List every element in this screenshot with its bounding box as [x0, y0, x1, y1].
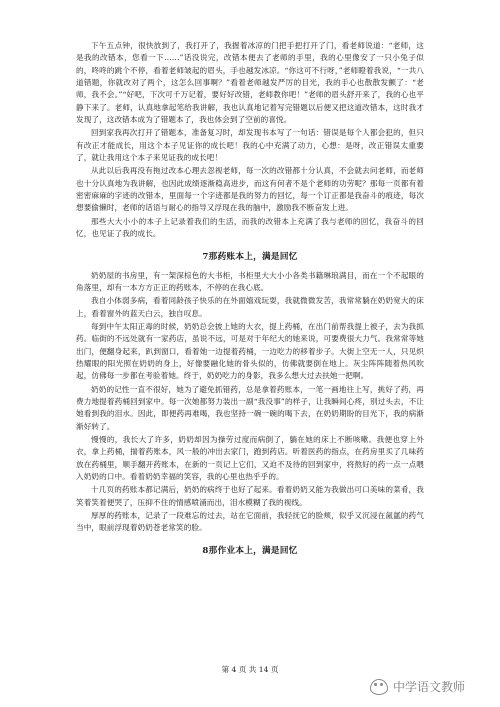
paragraph: 奶奶的记性一直不很好，她为了避免抓错药，总是拿着药账本，一笔一画地往上写，挑好了药，再费力地提着药桶回到家中。每一次她都努力装出一副“我没事”的样子，让我瞬间心疼，别过头去，不让她看到我的泪水。因此，即便药再难喝，我也坚持一碗一碗的喝下去，在奶奶期盼的目光下，我的病渐渐好转了。: [76, 384, 424, 431]
wechat-icon: [370, 679, 388, 695]
section-heading: 8那作业本上，满是回忆: [202, 545, 298, 556]
section-heading: 7那药账本上，满是回忆: [202, 251, 298, 262]
paragraph: 十几页的药账本都记满后，奶奶的病终于也好了起来。看着奶奶又能为我做出可口美味的菜肴，我笑着笑着便哭了，压抑不住的情感喷涌而出，泪水模糊了我的视线。: [76, 485, 424, 507]
paragraph: 回到家我再次打开了错题本，准备复习时，却发现书本写了一句话：错误是每个人都会犯的，但只有改正才能成长，用这个本子见证你的成长吧！我的心中充满了动力，心想：是呀，改正错误太重要了，就让我用这个本子来见证我的成长吧！: [76, 128, 424, 163]
document-body: [76, 40, 424, 564]
paragraph: 奶奶屋的书房里，有一架深棕色的大书柜，书柜里大大小小各类书籍琳琅满目，而在一个不起眼的角落里，却有一本方方正正的药账本，不停的在我心底。: [76, 270, 424, 292]
paragraph: 厚厚的药账本，记录了一段难忘的过去，站在它面前，我轻抚它的脸颊，似乎又沉浸在氤氲的药气当中，眼前浮现着奶奶苍老常笑的脸。: [76, 511, 424, 533]
paragraph: 每到中午太阳正毒的时候，奶奶总会披上她的大衣，提上药桶，在出门前帮我提上被子，去为我抓药。临街的不远处就有一家药店，虽说不远，可是对于年纪大的她来说，可要费很大力气。我常常等她出门，便翻身起来，趴到窗口，看着她一边提着药桶，一边吃力的移着步子。大街上空无一人，只见炽热耀眼的阳光照在奶奶的身上，好像要融化她的骨头似的，仿佛就要倒在地上。灰尘阵阵随着热风吹起，仿佛每一步都在考验着她。终于，奶奶吃力的身影，我多么想大过去扶她一把啊。: [76, 321, 424, 381]
paragraph: 那些大大小小的本子上记录着我们的生活，而我的改错本上充满了我与老师的回忆，我奋斗的回忆，也见证了我的成长。: [76, 216, 424, 239]
paragraph: 下午五点钟，很快放到了，我打开了，我握着冰凉的门把手把打开了门，看老师说道：“老师，这是我的改错本，您看一下……”话没说完，改错本便去了老师的手里，我的心里像安了一只小兔子似的，咚咚的跳个不停，看着老师皱起的眉头，手也越发冰凉。“你这可不行呀，”老师瞪着我说，“一共八道错题，你就改对了两个，这怎么回事啊？”看着老师越发严厉的目光，我的手心也散散发颤了：“老师，我不会。”“好吧，下次可千万记着，要好好改错，老师教你吧！”老师的眉头舒开来了，我的心也平静下来了。老师，认真地拿起笔给我讲解，我也认真地记着写完错题以后便又把这道改错本，这时我才发现了，这改错本成为了错题本了，我也体会到了空前的喜悦。: [76, 41, 424, 125]
watermark-label: 中学语文教师: [393, 680, 466, 694]
page-footer: 第 4 页 共 14 页: [221, 665, 279, 674]
paragraph: 慢慢的，我长大了许多，奶奶却因为操劳过度而病倒了，躺在她的床上不断咳嗽。我便也穿上外衣，拿上药桶，揣着药账本，风一般的冲出去家门，跑到药店。听着医药的指点，在药房里买了几味药放在药桶里，顺手翻开药账本，在新的一页记上它们，又迫不及待的回到家中，将熬好的药一点一点喂入奶奶的口中。看着奶奶幸福的笑容，我的心里也热乎乎的。: [76, 434, 424, 481]
paragraph: 我自小体弱多病，看着同龄孩子快乐的在外面嬉戏玩耍，我就微微发苦，我常常躺在奶奶宽大的床上，看着窗外的蓝天白云，独自叹息。: [76, 296, 424, 318]
watermark: [370, 678, 465, 695]
paragraph: 从此以后我再没有拖过改本心理去忽视老师，每一次的改错都十分认真，不会就去问老师，而老师也十分认真地为我讲解，也因此成绩逐渐稳高进步，而这有何者不是个老师的功劳呢？那每一页都有着密密麻麻的字迹的改错本，里面每一个字迹都是我的努力的回忆，每一个订正都是我奋斗的痕迹，每次想要偷懒时，老师的话语与耐心的指导又浮现在我的脑中，激励我不断奋发上进。: [76, 166, 424, 213]
